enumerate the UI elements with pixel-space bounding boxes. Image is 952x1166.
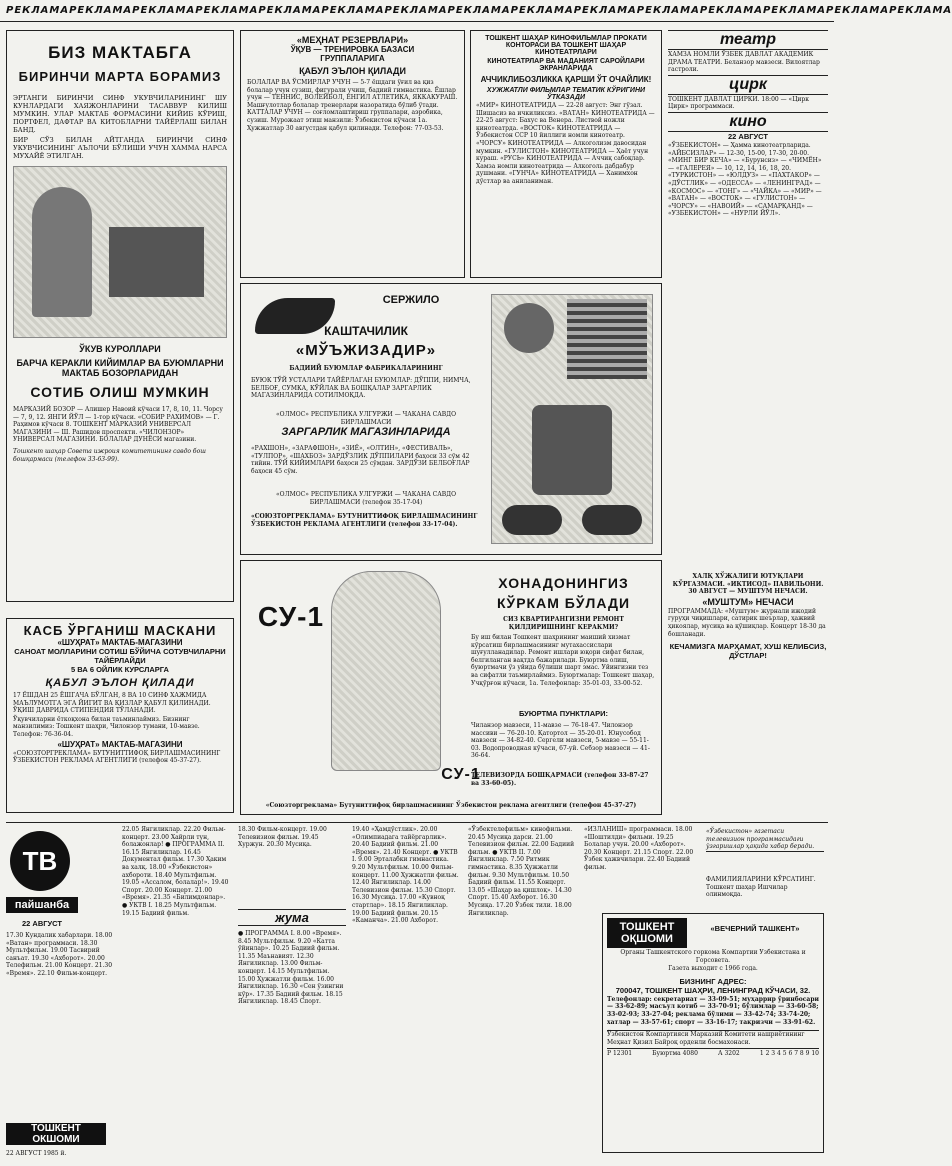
advert-band-label: РЕКЛАМА: [889, 5, 952, 16]
tv-section: [6, 822, 828, 1160]
school-ad-lower1: БАРЧА КЕРАКЛИ КИЙИМЛАР ВА БУЮМЛАРНИ: [16, 358, 224, 368]
embroidery-name: «МЎЪЖИЗАДИР»: [295, 342, 437, 359]
kino-headline: АЧЧИКЛИБОЗЛИККА ҚАРШИ ЎТ ОЧАЙЛИК!: [480, 75, 652, 84]
masthead-vt: «ВЕЧЕРНИЙ ТАШКЕНТ»: [710, 924, 800, 933]
mushtum-text: ПРОГРАММАДА: «Муштум» журнали ижодий гуруҳи чиқишлари, сатирик шеърлар, ҳажвий ҳикоялар, мусиқа ва қўшиқлар. Концерт 18-30 да бошланади.: [668, 607, 826, 638]
tv-friday-header: жума: [238, 909, 346, 926]
kino-header: кино: [668, 112, 828, 132]
schoolgirl-photo: [13, 166, 227, 338]
right-column: [668, 30, 828, 815]
tv-prog1: 17.30 Кундалик хабарлари. 18.00 «Ватан» программаси. 18.30 Мультфильм. 19.00 Тасвирий санъат. 19.30 «Ахборот». 20.00 Телефильм. 21.00 Концерт. 21.30 «Время». 22.10 Фильм-концерт.: [6, 932, 113, 977]
repair-sub: СИЗ КВАРТИРАНГИЗНИ РЕМОНТ ҚИЛДИРИШНИНГ КЕРАКМИ?: [503, 616, 624, 631]
masthead-org: Органы Ташкентского горкома Компартии Узбекистана и Горсовета.: [620, 949, 806, 964]
school-ad-subtitle: БИРИНЧИ МАРТА БОРАМИЗ: [18, 69, 222, 84]
theatre-text: ХАМЗА НОМЛИ ЎЗБЕК ДАВЛАТ АКАДЕМИК ДРАМА ТЕАТРИ. Беланзор мавзеси. Вилоятлар гастроли.: [668, 51, 820, 74]
theatre-header: театр: [668, 30, 828, 50]
repair-title2: КЎРКАМ БЎЛАДИ: [496, 595, 631, 611]
sport-head: ҚАБУЛ ЭЪЛОН ҚИЛАДИ: [299, 66, 406, 76]
school-ad-stores: МАРКАЗИЙ БОЗОР — Алишер Навоий кўчаси 17, 8, 10, 11. Чорсу — 7, 9, 12. ЯНГИ ЙЎЛ — 1-тор кўчаси. «СОБИР РАХИМОВ» — Г. Раҳимов кўчаси 8. ТОШКЕНТ МАРКАЗИЙ УНИВЕРСАЛ МАГАЗИНИ — Ш. Рашидов проспекти. «ЧИЛОНЗОР» УНИВЕРСАЛ МАГАЗИНИ. БОЛАЛАР ДУНЁСИ магазини.: [13, 406, 223, 444]
embroidery-list: «РАХШОН», «ЗАРАФШОН», «ЗИЁ», «ОЛТИН», «ФЕСТИВАЛЬ», «ТУЛПОР», «ШАХБОЗ» ЗАРДЎЗЛИК ДЎППИЛАРИ баҳоси 33 сўм 42 тийин. ТЎЙ КИЙИМЛАРИ баҳоси 25 сўмдан. ЗАРДЎЗИ БЕЛБОҒЛАР баҳоси 45 сўм.: [251, 445, 470, 475]
advert-band-label: РЕКЛАМА: [321, 5, 385, 16]
kino-sub2: ХУЖЖАТЛИ ФИЛЬМЛАР ТЕМАТИК КЎРИГИНИ ЎТКАЗАДИ: [486, 87, 646, 101]
school-ad-big: СОТИБ ОЛИШ МУМКИН: [30, 384, 210, 400]
tv-date: 22 АВГУСТ: [22, 919, 62, 928]
sport-ad: [240, 30, 465, 278]
repair-footin: ТЕЛЕВИЗОРДА БОШҚАРМАСИ (телефон 33-87-27 ва 33-60-05).: [471, 772, 649, 787]
paper-logo-small: [6, 1123, 106, 1145]
address-head: БИЗНИНГ АДРЕС:: [679, 976, 747, 986]
advert-band-label: РЕКЛАМА: [132, 5, 196, 16]
embroidery-brand: СЕРЖИЛО: [382, 294, 440, 306]
embroidery-ad: [240, 283, 662, 555]
address: 700047, ТОШКЕНТ ШАҲРИ, ЛЕНИНГРАД КЎЧАСИ, 32.: [615, 985, 811, 995]
advert-band: [0, 0, 952, 22]
embroidery-brand2: КАШТАЧИЛИК: [324, 324, 408, 338]
masthead-logo-1: ТОШКЕНТ: [619, 921, 675, 933]
repair-points: Чиланзор мавзеси, 11-мавзе — 76-18-47. Чилонзор массиви — 76-20-10. Қатортол — 35-20-01. Юнусобод мавзеси — 34-82-40. Сергели мавзеси, 5-мавзе — 55-11-03. Водопроводная кўчаси, 67-уй. Себзор мавзеси — 41-36-64.: [471, 722, 650, 760]
advert-band-label: РЕКЛАМА: [69, 5, 133, 16]
order-number: Буюртма 4080: [652, 1050, 698, 1058]
school-ad-title: БИЗ МАКТАБГА: [48, 43, 192, 62]
embroidery-foot: «СОЮЗТОРГРЕКЛАМА» БУТУНИТТИФОҚ БИРЛАШМАСИНИНГ ЎЗБЕКИСТОН РЕКЛАМА АГЕНТЛИГИ (телефон 33-17-04).: [251, 513, 478, 528]
advert-band-label: РЕКЛАМА: [510, 5, 574, 16]
kino-title: ТОШКЕНТ ШАҲАР КИНОФИЛЬМЛАР ПРОКАТИ КОНТОРАСИ ВА ТОШКЕНТ ШАҲАР КИНОТЕАТРЛАРИ: [485, 35, 647, 56]
kino-list: «МИР» КИНОТЕАТРИДА — 22-28 август: Энг гўзал. Шишасиз ва ичкиликсиз. «ВАТАН» КИНОТЕАТРИДА — 22-25 август: Бахус ва Венера. Листвой ножли кинотеатрда. «ВОСТОК» КИНОТЕАТРИДА — Ўзбекистон ССР 10 йиллиги номли кинотеатр. «ЧОРСУ» КИНОТЕАТРИДА — Алкоголизм давосидан мумкин. «ГУЛИСТОН» КИНОТЕАТРИДА — Ҳаёт учун кураш. «РУСЬ» КИНОТЕАТРИДА — Аччиқ сабоқлар. Хамза номли кинотеатрида — Алкоголь дабдабур душмани. «ГУНЧА» КИНОТЕАТРИДА — Ханимхон дўстлар ва аниланиман.: [476, 102, 655, 185]
shuhrat-title: КАСБ ЎРГАНИШ МАСКАНИ: [23, 623, 217, 638]
shuhrat-sub: «ШУҲРАТ» МАКТАБ-МАГАЗИНИ: [57, 638, 183, 647]
repair-logo: СУ-1: [257, 601, 325, 632]
phones: Телефонлар: секретариат — 33-09-51; муҳаррир ўринбосари — 33-62-89; масъул котиб — 33-70-91; бўлимлар — 33-60-58; 33-02-93; 33-27-04; реклама бўлими — 33-42-74; 33-74-20; хатлар — 33-57-61; спорт — 33-16-17; тақризчи — 33-91-62.: [607, 995, 819, 1026]
school-ad-caption: ЎКУВ КУРОЛЛАРИ: [79, 344, 161, 354]
repair-illustration: [331, 571, 441, 771]
masthead-logo: [607, 918, 687, 948]
repair-title: ХОНАДОНИНГИЗ: [498, 575, 629, 591]
advert-band-label: РЕКЛАМА: [826, 5, 890, 16]
exhibit-text: ХАЛҚ ХЎЖАЛИГИ ЮТУҚЛАРИ КЎРГАЗМАСИ. «ИКТИСОД» ПАВИЛЬОНИ. 30 АВГУСТ — МУШТУМ НЕЧАСИ.: [672, 572, 824, 596]
tv-col2: 22.05 Янгиликлар. 22.20 Фильм-концерт. 23.00 Хайрли тун, болажонлар! ● ПРОГРАММА II. 16.15 Янгиликлар. 16.45 Документал фильм. 17.30 Ҳаким ва халқ. 18.00 «Ўзбекистон» ахбороти. 18.40 Мультфильм. 19.05 «Ассалом, болалар!». 19.40 Спорт. 20.00 Концерт. 21.00 «Время». 21.35 «Билимдонлар». ● УКТВ I. 18.25 Мультфильм. 19.15 Бадиий фильм.: [122, 826, 229, 917]
shuhrat-head: ҚАБУЛ ЭЪЛОН ҚИЛАДИ: [45, 677, 195, 689]
embroidery-store: «ОЛМОС» РЕСПУБЛИКА УЛГУРЖИ — ЧАКАНА САВДО БИРЛАШМАСИ: [275, 411, 457, 426]
advert-band-label: РЕКЛАМА: [258, 5, 322, 16]
paper-logo-small-1: ТОШКЕНТ: [31, 1123, 81, 1134]
paper-logo-small-2: ОКШОМИ: [32, 1134, 80, 1145]
shuhrat-lead: САНОАТ МОЛЛАРИНИ СОТИШ БЎЙИЧА СОТУВЧИЛАРНИ ТАЙЁРЛАЙДИ: [14, 647, 226, 665]
tv-col3b: ● ПРОГРАММА I. 8.00 «Время». 8.45 Мультфильм. 9.20 «Катта ўйинлар». 10.25 Бадиий фильм. 11.35 Маънавият. 12.30 Янгиликлар. 13.00 Фильм-концерт. 14.15 Мультфильм. 15.00 Ҳужжатли фильм. 16.00 Янгиликлар. 16.30 «Сен ўзингни кўр». 17.35 Бадиий фильм. 18.15 Янгиликлар. 18.45 Спорт.: [238, 930, 344, 1006]
tv-weekday: пайшанба: [6, 897, 78, 913]
repair-ad: [240, 560, 662, 815]
embroidery-sub: БАДИИЙ БУЮМЛАР ФАБРИКАЛАРИНИНГ: [289, 365, 443, 372]
tv-issue-date: 22 АВГУСТ 1985 й.: [6, 1150, 67, 1157]
embroidery-photo: [491, 294, 653, 544]
circus-header: цирк: [668, 75, 828, 95]
mushtum-head: «МУШТУМ» НЕЧАСИ: [702, 596, 794, 607]
school-ad-body: ЭРТАНГИ БИРИНЧИ СИНФ УКУВЧИЛАРИНИНГ ШУ КУНЛАРДАГИ ХАЯЖОНЛАРИНИ ТАСАВВУР КИЛИШ МУМКИН. УЛАР МАКТАБ ФОРМАСИНИ КИЙИБ КЎРИШ, ПОРТФЕЛ, ДАФТАР ВА КИТОБЛАРНИ ТАЙЁРЛАШ БИЛАН БАНД.: [13, 94, 227, 134]
advert-band-label: РЕКЛАМА: [6, 5, 70, 16]
kino-sub: КИНОТЕАТРЛАР ВА МАДАНИЯТ САРОЙЛАРИ ЭКРАНЛАРИДА: [487, 58, 645, 72]
imprint: Ўзбекистон Компартияси Марказий Комитети нашриётининг Меҳнат Қизил Байроқ орденли босмахонаси.: [607, 1030, 819, 1046]
masthead-logo-2: ОҚШОМИ: [621, 933, 673, 945]
embroidery-head: ЗАРГАРЛИК МАГАЗИНЛАРИДА: [281, 426, 451, 438]
school-ad-footer: Тошкент шаҳар Совета ижроия комитетининг савдо бош бошқармаси (телефон 33-63-99).: [13, 447, 206, 463]
sport-body: БОЛАЛАР ВА ЎСМИРЛАР УЧУН — 5-7 ёшдаги ўғил ва қиз болалар учун сузиш, фигурали учиш, бадиий гимнастика. Ёшлар учун — ТЕННИС, ВОЛЕЙБОЛ, ЕНГИЛ АТЛЕТИКА, ЯККАКУРАШ. Машғулотлар болалар тренерлари назоратида бўлиб ўтади. КАТТАЛАР УЧУН — соғломлаштириш группалари, аэробика, сузиш. Мурожаат этиш манзили: Ўзбекистон кўчаси 1а. Ҳужжатлар 30 августдан қабул қилинади. Телефон: 77-03-53.: [247, 79, 458, 132]
advert-band-label: РЕКЛАМА: [447, 5, 511, 16]
shuhrat-body: 17 ЁШДАН 25 ЁШГАЧА БЎЛГАН, 8 ВА 10 СИНФ ХАЖМИДА МАЪЛУМОТГА ЭГА ЙИГИТ ВА ҚИЗЛАР ҚАБУЛ ҚИЛИНАДИ. ЎҚИШ ДАВРИДА СТИПЕНДИЯ ТЎЛАНАДИ.: [13, 692, 211, 715]
kino-ad: [470, 30, 662, 278]
masthead-box: [602, 913, 824, 1153]
tv-col4: 19.40 «Ҳамдўстлик». 20.00 «Олимпиадага тайёргарлик». 20.40 Бадиий фильм. 21.00 «Время». 21.40 Концерт. ● УКТВ I. 9.00 Эрталабки гимнастика. 9.20 Мультфильм. 10.00 Фильм-концерт. 11.00 Ҳужжатли фильм. 12.40 Янгиликлар. 14.00 Телевизион фильм. 15.30 Спорт. 16.30 Мусиқа. 17.00 «Кувноқ стартлар». 18.15 Янгиликлар. 19.00 Бадиий фильм. 20.15 «Каманча». 21.00 Ахборот.: [352, 826, 459, 925]
school-ad: [6, 30, 234, 602]
sport-title: «МЕҲНАТ РЕЗЕРВЛАРИ»: [296, 35, 409, 45]
sport-sub2: ГРУППАЛАРИГА: [320, 54, 385, 63]
advert-band-label: РЕКЛАМА: [384, 5, 448, 16]
repair-logo-2: СУ-1: [441, 766, 481, 783]
circus-text: ТОШКЕНТ ДАВЛАТ ЦИРКИ. 18:00 — «Цирк Цирк» программаси.: [668, 95, 810, 111]
kino-date: 22 АВГУСТ: [728, 131, 768, 141]
tv-notice: «Ўзбекистон» газетаси телевизион программасидаги ўзгаришлар ҳақида хабар беради.: [706, 828, 824, 852]
kino-text: «ЎЗБЕКИСТОН» — Ҳамма кинотеатрларида. «АЙБСИЗЛАР» — 12-30, 15-00, 17-30, 20-00. «МИНГ БИР КЕЧА» — «Бурунсиз» — «ЧИМЁН» — «ГАЛЕРЕЯ» — 10, 12, 14, 16, 18, 20. «ТУРКИСТОН» — «ЮЛДУЗ» — «ПАХТАКОР» — «ДЎСТЛИК» — «ОДЕССА» — «ЛЕНИНГРАД» — «КОСМОС» — «ТОНГ» — «ЧАЙКА» — «МИР» — «ВАТАН» — «ВОСТОК» — «ГУЛИСТОН» — «ЧОРСУ» — «НАВОИЙ» — «САМАРҚАНД» — «УЗБЕКИСТОН» — «НУРЛИ ЙЎЛ».: [668, 141, 822, 218]
embroidery-store2: «ОЛМОС» РЕСПУБЛИКА УЛГУРЖИ — ЧАКАНА САВДО БИРЛАШМАСИ (телефон 35-17-04): [275, 491, 457, 506]
school-ad-lower2: МАКТАБ БОЗОРЛАРИДАН: [61, 368, 179, 378]
advert-band-label: РЕКЛАМА: [762, 5, 827, 16]
tv-col5: «Ўзбектелефильм» кинофильми. 20.45 Мусиқа дарси. 21.00 Телевизион фильм. 22.00 Бадиий фильм. ● УКТВ II. 7.00 Янгиликлар. 7.50 Ритмик гимнастика. 8.35 Ҳужжатли фильм. 9.30 Мультфильм. 10.50 Бадиий фильм. 11.55 Концерт. 13.05 «Шаҳар ва қишлоқ». 14.30 Спорт. 15.40 Ахборот. 16.30 Мусиқа. 17.20 Ўзбек тили. 18.00 Янгиликлар.: [468, 826, 575, 917]
mushtum-welcome: КЕЧАМИЗГА МАРҲАМАТ, ХУШ КЕЛИБСИЗ, ДЎСТЛАР!: [669, 642, 827, 661]
tv-col6: «ИЗЛАНИШ» программаси. 18.00 «Шоштилди» фильми. 19.25 Болалар учун. 20.00 «Ахборот». 20.30 Концерт. 21.15 Спорт. 22.00 Ўзбек ҳажвчилари. 22.40 Бадиий фильм.: [584, 826, 694, 871]
shuhrat-ad: [6, 618, 234, 813]
advert-band-label: РЕКЛАМА: [195, 5, 259, 16]
shuhrat-addr: Ўқувчиларни ёткоқхона билан таъминлаймиз. Бизнинг манзилимиз: Тошкент шаҳри, Чилонзор тумани, 10-мавзе. Телефон: 76-36-04.: [13, 715, 200, 738]
school-ad-body2: БИР СЎЗ БИЛАН АЙТГАНДА БИРИНЧИ СИНФ УКУВЧИСИНИНГ АЪЛОЧИ БЎЛИШИ УЧУН ХАММА НАРСА МУХАЙЁ ЭТИЛГАН.: [13, 136, 227, 160]
tv-col3: 18.30 Фильм-концерт. 19.00 Телевизион фильм. 19.45 Хуржун. 20.30 Мусиқа.: [238, 826, 327, 849]
shuhrat-sign: «ШУҲРАТ» МАКТАБ-МАГАЗИНИ: [57, 739, 183, 749]
embroidery-body: БУЮК ТЎЙ УСТАЛАРИ ТАЙЁРЛАГАН БУЮМЛАР: ДЎППИ, НИМЧА, БЕЛБОҒ, СУМКА, КЎЙЛАК ВА БОШҚАЛАР ЗАРГАРЛИК МАГАЗИНЛАРИДА СОТИЛМОҚДА.: [251, 377, 471, 400]
print-numbers: 1 2 3 4 5 6 7 8 9 10: [759, 1050, 819, 1058]
tv-logo: ТВ: [10, 831, 70, 891]
sport-sub1: ЎҚУВ — ТРЕНИРОВКА БАЗАСИ: [290, 45, 415, 54]
repair-head: БУЮРТМА ПУНКТЛАРИ:: [518, 709, 609, 718]
repair-foot: «Союзторгреклама» Бутуниттифоқ бирлашмасининг Ўзбекистон реклама агентлиги (телефон 45-37-27): [265, 802, 637, 809]
repair-body: Бу иш билан Тошкент шаҳрининг маиший хизмат кўрсатиш бирлашмасининг мутахассислари шуғулланадилар. Ремонт ишлари юқори сифат билан, белгиланган вақтда бажарилади. Буюртма олиш, буюртмачи ўз уйида бўлиши шарт эмас. Уйингизни тез ва сифатли таъмирлаймиз. Буюртмалар: Тошкент шаҳар, Учқўрғон кўчаси, 1а. Телефонлар: 35-01-03, 33-00-52.: [471, 634, 655, 687]
tv-wanted: ФАМИЛИЯЛАРИНИ КЎРСАТИНГ. Тошкент шаҳар Ишчилар олинмоқда.: [706, 876, 816, 899]
shuhrat-foot: «СОЮЗТОРГРЕКЛАМА» БУТУНИТТИФОҚ БИРЛАШМАСИНИНГ ЎЗБЕКИСТОН РЕКЛАМА АГЕНТЛИГИ (телефон 45-37-27).: [13, 749, 221, 765]
advert-band-label: РЕКЛАМА: [699, 5, 763, 16]
masthead-since: Газета выходит с 1966 года.: [668, 965, 758, 973]
circulation: А 3202: [718, 1050, 740, 1058]
shuhrat-term: 5 ВА 6 ОЙЛИК КУРСЛАРГА: [71, 665, 169, 674]
index-number: Р 12301: [607, 1050, 633, 1058]
advert-band-label: РЕКЛАМА: [573, 5, 637, 16]
advert-band-label: РЕКЛАМА: [636, 5, 700, 16]
